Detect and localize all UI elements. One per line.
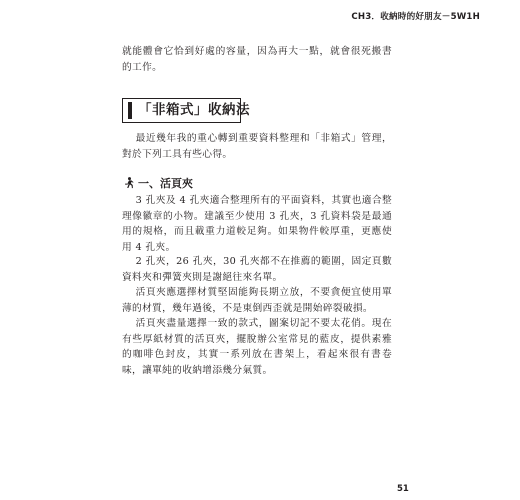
running-header: CH3．收納時的好朋友－5W1H — [351, 12, 480, 22]
section-title: 「非箱式」收納法 — [138, 102, 250, 118]
intro-paragraph: 就能體會它恰到好處的容量，因為再大一點，就會很死搬書的工作。 — [122, 46, 392, 73]
subheading — [123, 177, 193, 191]
subheading-text: 一、活頁夾 — [138, 177, 193, 190]
paragraph-ring-binders: 3 孔夾及 4 孔夾適合整理所有的平面資料，其實也適合整理像徽章的小物。建議至少使用 3 孔夾，3 孔資料袋是最通用的規格，而且載重力道較足夠。如果物件較厚重，更應使用 4 孔夾。 — [122, 195, 392, 253]
paragraph-material: 活頁夾應選擇材質堅固能夠長期立放，不要貪便宜使用單薄的材質，幾年過後，不是東倒西歪就是開始碎裂破損。 — [122, 287, 392, 314]
paragraph-style: 活頁夾盡量選擇一致的款式，圖案切記不要太花俏。現在有些厚紙材質的活頁夾，擺脫辦公室常見的藍皮，提供素雅的咖啡色封皮，其實一系列放在書架上，看起來很有書卷味，讓單純的收納增添幾分氣質。 — [122, 318, 392, 376]
running-figure-icon — [123, 177, 135, 189]
section-heading-box — [122, 98, 250, 123]
paragraph-not-recommended: 2 孔夾，26 孔夾，30 孔夾都不在推薦的範圍，固定頁數資料夾和彈簧夾則是謝絕往來名單。 — [122, 256, 392, 283]
page-number: 51 — [397, 484, 409, 494]
section-paragraph: 最近幾年我的重心轉到重要資料整理和「非箱式」管理，對於下列工具有些心得。 — [122, 133, 392, 160]
section-heading-bar — [128, 102, 132, 119]
